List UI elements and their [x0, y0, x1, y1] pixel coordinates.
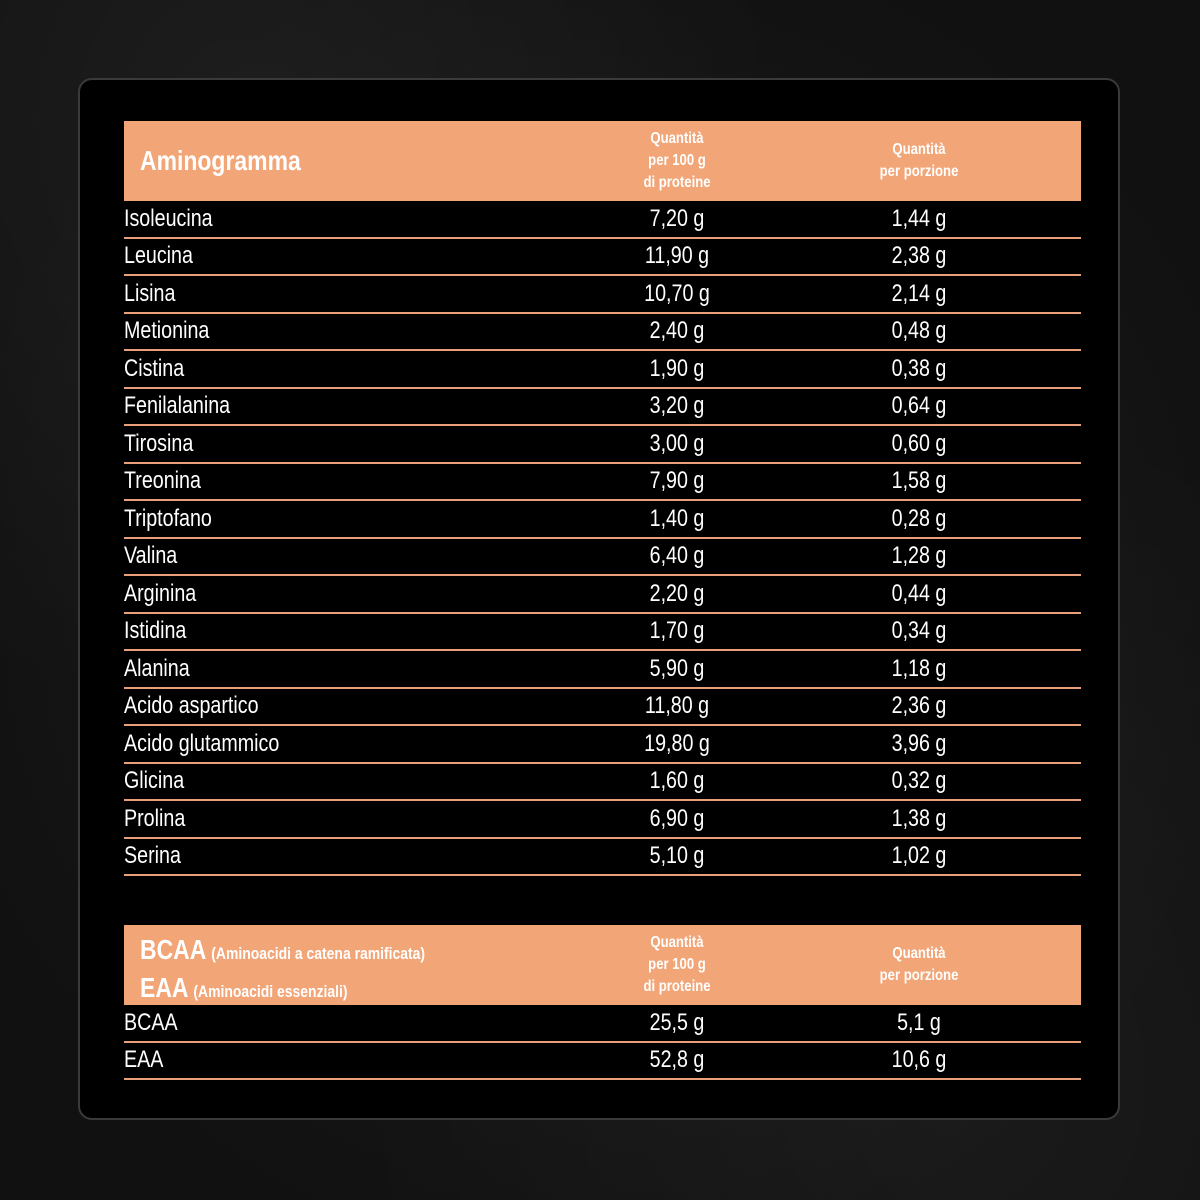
amino-name: Triptofano	[124, 504, 212, 532]
amino-name: Alanina	[124, 654, 190, 682]
value-per-100g: 2,20 g	[649, 579, 705, 607]
value-per-100g: 25,5 g	[649, 1008, 705, 1036]
value-per-100g: 3,20 g	[649, 392, 705, 420]
bcaa-title: BCAA	[140, 934, 207, 965]
value-per-100g: 1,90 g	[649, 354, 705, 382]
value-per-serving: 2,36 g	[891, 692, 947, 720]
table-row	[124, 314, 1081, 352]
table-row	[124, 201, 1081, 239]
value-per-serving: 10,6 g	[891, 1046, 947, 1074]
value-per-100g: 6,90 g	[649, 804, 705, 832]
value-per-serving: 0,32 g	[891, 767, 947, 795]
eaa-subtitle: (Aminoacidi essenziali)	[193, 982, 348, 1001]
table-row	[124, 539, 1081, 577]
table-row	[124, 501, 1081, 539]
amino-name: Valina	[124, 542, 178, 570]
aminogram-rows	[124, 201, 1081, 876]
table-row	[124, 689, 1081, 727]
value-per-serving: 0,64 g	[891, 392, 947, 420]
value-per-100g: 52,8 g	[649, 1046, 705, 1074]
table-row	[124, 351, 1081, 389]
amino-name: BCAA	[124, 1008, 178, 1036]
nutrition-panel	[78, 78, 1120, 1120]
amino-name: Arginina	[124, 579, 197, 607]
amino-name: Istidina	[124, 617, 187, 645]
amino-name: Metionina	[124, 317, 210, 345]
value-per-serving: 0,38 g	[891, 354, 947, 382]
value-per-100g: 7,90 g	[649, 467, 705, 495]
value-per-serving: 3,96 g	[891, 729, 947, 757]
amino-name: Acido aspartico	[124, 692, 259, 720]
amino-name: Leucina	[124, 242, 193, 270]
value-per-100g: 11,80 g	[644, 692, 710, 720]
table-row	[124, 839, 1081, 877]
amino-name: Lisina	[124, 279, 176, 307]
amino-name: Acido glutammico	[124, 729, 280, 757]
bcaa-eaa-title	[140, 933, 425, 1009]
amino-name: EAA	[124, 1046, 164, 1074]
table-row	[124, 576, 1081, 614]
header-per-100g: Quantità per 100 g di proteine	[643, 130, 711, 191]
value-per-100g: 5,90 g	[649, 654, 705, 682]
table-row	[124, 239, 1081, 277]
value-per-100g: 19,80 g	[644, 729, 710, 757]
value-per-100g: 1,40 g	[649, 504, 705, 532]
value-per-serving: 0,48 g	[891, 317, 947, 345]
bcaa-eaa-rows	[124, 1005, 1081, 1080]
value-per-serving: 1,44 g	[891, 204, 947, 232]
value-per-100g: 1,60 g	[649, 767, 705, 795]
value-per-serving: 5,1 g	[897, 1008, 941, 1036]
value-per-serving: 1,58 g	[891, 467, 947, 495]
value-per-100g: 6,40 g	[649, 542, 705, 570]
aminogram-title: Aminogramma	[140, 145, 301, 176]
bcaa-eaa-header	[124, 925, 1081, 1005]
value-per-100g: 2,40 g	[649, 317, 705, 345]
value-per-100g: 3,00 g	[649, 429, 705, 457]
header-per-serving: Quantità per porzione	[879, 945, 959, 984]
value-per-serving: 2,14 g	[891, 279, 947, 307]
value-per-100g: 10,70 g	[644, 279, 710, 307]
amino-name: Tirosina	[124, 429, 194, 457]
value-per-serving: 0,60 g	[891, 429, 947, 457]
value-per-100g: 5,10 g	[649, 842, 705, 870]
aminogram-header	[124, 121, 1081, 201]
table-row	[124, 764, 1081, 802]
value-per-serving: 1,28 g	[891, 542, 947, 570]
value-per-serving: 1,02 g	[891, 842, 947, 870]
header-per-serving: Quantità per porzione	[879, 141, 959, 180]
amino-name: Cistina	[124, 354, 185, 382]
amino-name: Glicina	[124, 767, 185, 795]
value-per-100g: 1,70 g	[649, 617, 705, 645]
eaa-title: EAA	[140, 972, 189, 1003]
table-row	[124, 426, 1081, 464]
amino-name: Fenilalanina	[124, 392, 231, 420]
table-row	[124, 276, 1081, 314]
table-row	[124, 726, 1081, 764]
table-row	[124, 1043, 1081, 1081]
value-per-serving: 0,34 g	[891, 617, 947, 645]
value-per-serving: 0,44 g	[891, 579, 947, 607]
value-per-serving: 2,38 g	[891, 242, 947, 270]
table-row	[124, 801, 1081, 839]
value-per-serving: 1,18 g	[891, 654, 947, 682]
table-row	[124, 614, 1081, 652]
table-row	[124, 389, 1081, 427]
value-per-serving: 1,38 g	[891, 804, 947, 832]
amino-name: Prolina	[124, 804, 186, 832]
bcaa-subtitle: (Aminoacidi a catena ramificata)	[211, 944, 426, 963]
amino-name: Isoleucina	[124, 204, 213, 232]
aminogram-table	[124, 121, 1081, 876]
amino-name: Treonina	[124, 467, 201, 495]
bcaa-eaa-table	[124, 925, 1081, 1080]
table-row	[124, 1005, 1081, 1043]
amino-name: Serina	[124, 842, 181, 870]
table-row	[124, 651, 1081, 689]
value-per-100g: 7,20 g	[649, 204, 705, 232]
value-per-100g: 11,90 g	[644, 242, 710, 270]
header-per-100g: Quantità per 100 g di proteine	[643, 934, 711, 995]
table-row	[124, 464, 1081, 502]
value-per-serving: 0,28 g	[891, 504, 947, 532]
